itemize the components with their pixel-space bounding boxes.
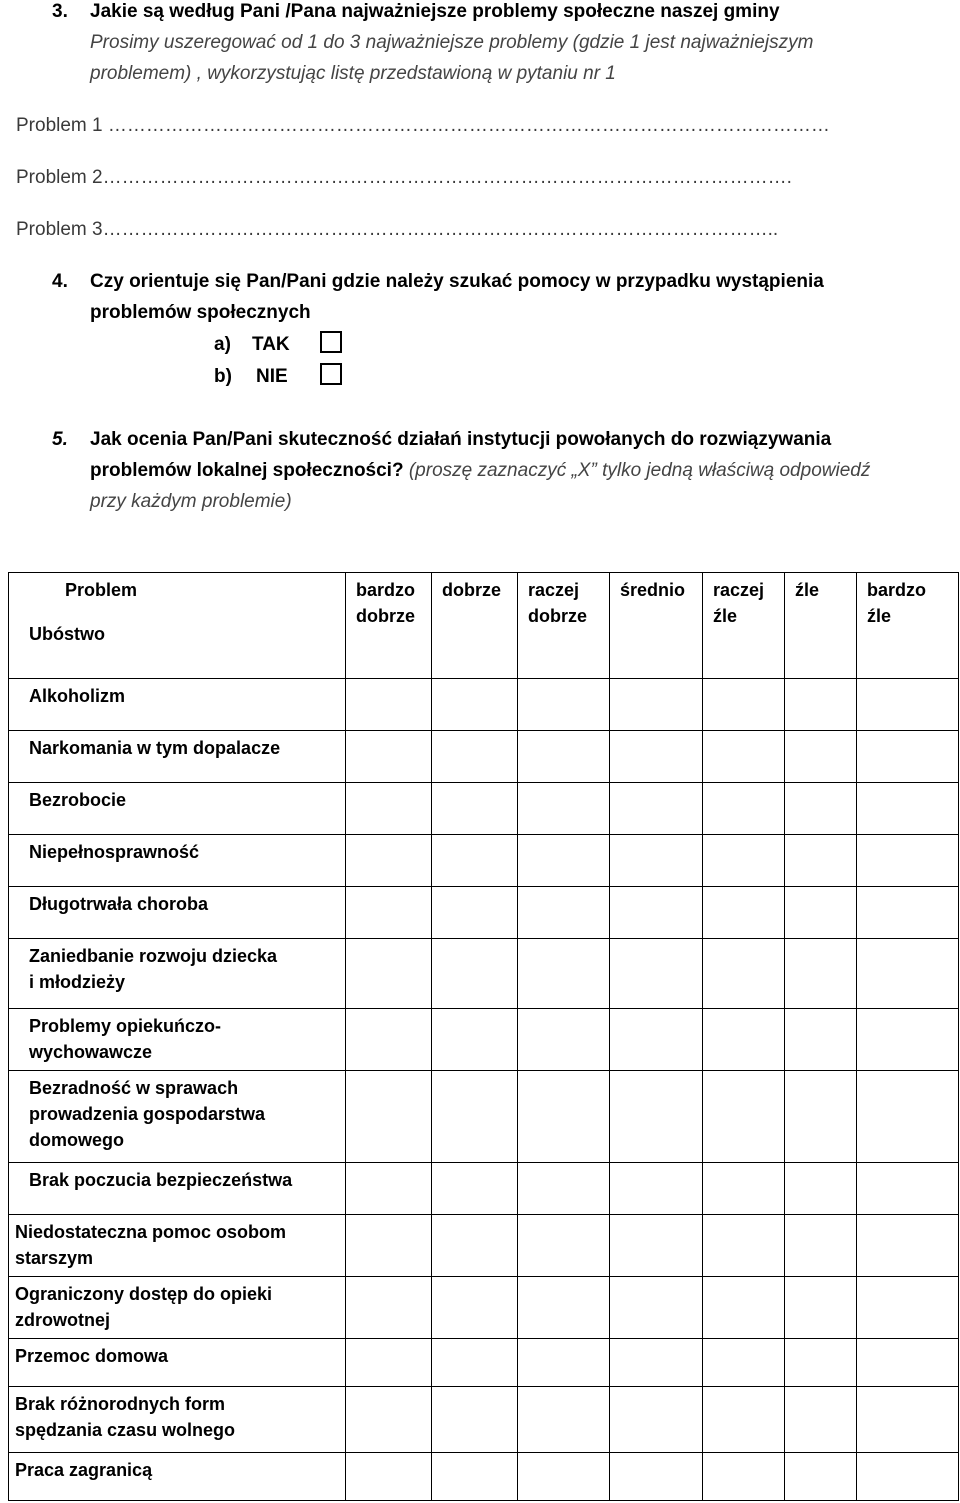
rating-cell[interactable] bbox=[518, 1453, 610, 1501]
nie-checkbox[interactable] bbox=[320, 363, 342, 385]
rating-cell[interactable] bbox=[857, 939, 959, 1009]
header-problem-cell bbox=[9, 573, 346, 679]
rating-cell[interactable] bbox=[785, 783, 857, 835]
rating-cell[interactable] bbox=[518, 679, 610, 731]
header-raczej-zle bbox=[703, 573, 785, 679]
rating-cell[interactable] bbox=[610, 731, 703, 783]
rating-cell[interactable] bbox=[610, 835, 703, 887]
rating-cell[interactable] bbox=[703, 783, 785, 835]
rating-cell[interactable] bbox=[610, 1453, 703, 1501]
rating-cell[interactable] bbox=[857, 679, 959, 731]
rating-cell[interactable] bbox=[346, 939, 432, 1009]
q5-title-line3: przy każdym problemie) bbox=[90, 491, 292, 512]
header-col5-line2: źle bbox=[713, 606, 738, 626]
q5-title-text: Jak ocenia Pan/Pani skuteczność działań instytucji powołanych do rozwiązywania bbox=[90, 429, 832, 450]
row-label: Alkoholizm bbox=[9, 679, 346, 731]
q5-title-line2-italic: (proszę zaznaczyć „X” tylko jedną właściwą odpowiedź bbox=[403, 460, 871, 481]
header-srednio bbox=[610, 573, 703, 679]
rating-cell[interactable] bbox=[785, 887, 857, 939]
q4-option-b-letter: b) bbox=[214, 366, 232, 387]
rating-cell[interactable] bbox=[518, 1009, 610, 1071]
table-row bbox=[9, 1071, 959, 1163]
rating-cell[interactable] bbox=[785, 1009, 857, 1071]
q4-option-a bbox=[214, 333, 290, 357]
tak-checkbox[interactable] bbox=[320, 331, 342, 353]
rating-cell[interactable] bbox=[346, 1215, 432, 1277]
row-label: Ograniczony dostęp do opieki zdrowotnej bbox=[9, 1277, 346, 1339]
rating-cell[interactable] bbox=[785, 939, 857, 1009]
header-bardzo-dobrze bbox=[346, 573, 432, 679]
rating-cell[interactable] bbox=[518, 1277, 610, 1339]
rating-cell[interactable] bbox=[432, 887, 518, 939]
rating-cell[interactable] bbox=[518, 939, 610, 1009]
header-col1-line2: dobrze bbox=[356, 606, 416, 626]
rating-cell[interactable] bbox=[857, 1009, 959, 1071]
rating-cell[interactable] bbox=[432, 783, 518, 835]
rating-cell[interactable] bbox=[703, 1277, 785, 1339]
rating-cell[interactable] bbox=[703, 1453, 785, 1501]
table-row bbox=[9, 1387, 959, 1453]
table-row bbox=[9, 939, 959, 1009]
q5-number: 5. bbox=[52, 429, 68, 450]
row-label: Brak różnorodnych form spędzania czasu wolnego bbox=[9, 1387, 346, 1453]
rating-cell[interactable] bbox=[857, 1277, 959, 1339]
rating-cell[interactable] bbox=[518, 1215, 610, 1277]
header-col6-line1: źle bbox=[795, 580, 820, 600]
rating-cell[interactable] bbox=[610, 1339, 703, 1387]
header-col3-line2: dobrze bbox=[528, 606, 588, 626]
table-header-row bbox=[9, 573, 959, 679]
table-row bbox=[9, 1009, 959, 1071]
rating-cell[interactable] bbox=[703, 1339, 785, 1387]
rating-cell[interactable] bbox=[703, 1215, 785, 1277]
rating-cell[interactable] bbox=[610, 679, 703, 731]
rating-cell[interactable] bbox=[432, 1339, 518, 1387]
rating-cell[interactable] bbox=[857, 1163, 959, 1215]
rating-cell[interactable] bbox=[346, 783, 432, 835]
rating-cell[interactable] bbox=[610, 783, 703, 835]
row-label: Brak poczucia bezpieczeństwa bbox=[9, 1163, 346, 1215]
rating-cell[interactable] bbox=[857, 1071, 959, 1163]
row-label: Problemy opiekuńczo- wychowawcze bbox=[9, 1009, 346, 1071]
rating-cell[interactable] bbox=[346, 1453, 432, 1501]
rating-cell[interactable] bbox=[785, 1453, 857, 1501]
rating-cell[interactable] bbox=[518, 1387, 610, 1453]
problem-1-line[interactable]: Problem 1 …………………………………………………………………………………………………… bbox=[16, 115, 830, 136]
row-label: Zaniedbanie rozwoju dziecka i młodzieży bbox=[9, 939, 346, 1009]
header-zle bbox=[785, 573, 857, 679]
rating-cell[interactable] bbox=[432, 1215, 518, 1277]
q4-number: 4. bbox=[52, 271, 68, 292]
q3-title bbox=[52, 0, 780, 24]
rating-cell[interactable] bbox=[432, 939, 518, 1009]
table-row bbox=[9, 783, 959, 835]
row-label: Przemoc domowa bbox=[9, 1339, 346, 1387]
q4-option-b bbox=[214, 365, 288, 389]
rating-cell[interactable] bbox=[518, 1071, 610, 1163]
q5-title bbox=[52, 428, 831, 452]
row-label: Niepełnosprawność bbox=[9, 835, 346, 887]
rating-cell[interactable] bbox=[857, 1215, 959, 1277]
rating-cell[interactable] bbox=[432, 1009, 518, 1071]
header-col3-line1: raczej bbox=[528, 580, 580, 600]
q3-title-text: Jakie są według Pani /Pana najważniejsze problemy społeczne naszej gminy bbox=[90, 1, 780, 22]
rating-cell[interactable] bbox=[432, 679, 518, 731]
row-label-ubostwo: Ubóstwo bbox=[29, 624, 105, 644]
q4-option-b-label: NIE bbox=[256, 366, 288, 387]
table-row bbox=[9, 835, 959, 887]
header-col4-line1: średnio bbox=[620, 580, 686, 600]
rating-cell[interactable] bbox=[703, 835, 785, 887]
header-raczej-dobrze bbox=[518, 573, 610, 679]
rating-cell[interactable] bbox=[346, 1009, 432, 1071]
rating-cell[interactable] bbox=[346, 679, 432, 731]
rating-cell[interactable] bbox=[432, 1163, 518, 1215]
rating-cell[interactable] bbox=[518, 1339, 610, 1387]
rating-cell[interactable] bbox=[703, 731, 785, 783]
rating-cell[interactable] bbox=[703, 939, 785, 1009]
rating-cell[interactable] bbox=[857, 731, 959, 783]
rating-cell[interactable] bbox=[857, 1339, 959, 1387]
rating-cell[interactable] bbox=[346, 1071, 432, 1163]
rating-cell[interactable] bbox=[703, 1387, 785, 1453]
header-col7-line2: źle bbox=[867, 606, 892, 626]
rating-cell[interactable] bbox=[346, 1387, 432, 1453]
row-label: Bezrobocie bbox=[9, 783, 346, 835]
q3-instruction-line2: problemem) , wykorzystując listę przedstawioną w pytaniu nr 1 bbox=[90, 63, 616, 84]
rating-cell[interactable] bbox=[518, 1163, 610, 1215]
q4-title-text: Czy orientuje się Pan/Pani gdzie należy szukać pomocy w przypadku wystąpienia bbox=[90, 271, 824, 292]
rating-cell[interactable] bbox=[346, 835, 432, 887]
rating-cell[interactable] bbox=[785, 679, 857, 731]
rating-cell[interactable] bbox=[432, 731, 518, 783]
rating-cell[interactable] bbox=[857, 1453, 959, 1501]
header-dobrze bbox=[432, 573, 518, 679]
rating-cell[interactable] bbox=[703, 1009, 785, 1071]
rating-cell[interactable] bbox=[432, 835, 518, 887]
rating-table bbox=[8, 572, 959, 1501]
rating-cell[interactable] bbox=[857, 835, 959, 887]
rating-cell[interactable] bbox=[346, 887, 432, 939]
header-col5-line1: raczej bbox=[713, 580, 765, 600]
rating-cell[interactable] bbox=[785, 1215, 857, 1277]
rating-cell[interactable] bbox=[703, 887, 785, 939]
rating-cell[interactable] bbox=[785, 835, 857, 887]
rating-cell[interactable] bbox=[518, 887, 610, 939]
rating-cell[interactable] bbox=[857, 887, 959, 939]
table-row bbox=[9, 1453, 959, 1501]
table-row bbox=[9, 1277, 959, 1339]
rating-cell[interactable] bbox=[518, 731, 610, 783]
q5-title-line2 bbox=[90, 459, 870, 483]
row-label: Bezradność w sprawach prowadzenia gospodarstwa domowego bbox=[9, 1071, 346, 1163]
header-bardzo-zle bbox=[857, 573, 959, 679]
rating-cell[interactable] bbox=[785, 1387, 857, 1453]
row-label: Długotrwała choroba bbox=[9, 887, 346, 939]
rating-cell[interactable] bbox=[346, 1339, 432, 1387]
problem-3-line[interactable]: Problem 3…………………………………………………………………………………………….. bbox=[16, 219, 779, 240]
row-label: Narkomania w tym dopalacze bbox=[9, 731, 346, 783]
rating-cell[interactable] bbox=[432, 1387, 518, 1453]
problem-2-line[interactable]: Problem 2………………………………………………………………………………………………. bbox=[16, 167, 792, 188]
rating-cell[interactable] bbox=[610, 1215, 703, 1277]
q4-option-a-label: TAK bbox=[252, 334, 290, 355]
rating-cell[interactable] bbox=[346, 1277, 432, 1339]
rating-cell[interactable] bbox=[785, 1071, 857, 1163]
header-col2-line1: dobrze bbox=[442, 580, 502, 600]
q5-title-line2-bold: problemów lokalnej społeczności? bbox=[90, 460, 404, 481]
rating-cell[interactable] bbox=[518, 835, 610, 887]
table-row bbox=[9, 731, 959, 783]
table-row bbox=[9, 1163, 959, 1215]
rating-cell[interactable] bbox=[703, 1163, 785, 1215]
q4-title bbox=[52, 270, 824, 294]
header-problem-label: Problem bbox=[65, 580, 138, 600]
row-label: Praca zagranicą bbox=[9, 1453, 346, 1501]
rating-cell[interactable] bbox=[785, 731, 857, 783]
rating-cell[interactable] bbox=[785, 1277, 857, 1339]
rating-cell[interactable] bbox=[432, 1277, 518, 1339]
rating-cell[interactable] bbox=[610, 1071, 703, 1163]
rating-cell[interactable] bbox=[785, 1339, 857, 1387]
rating-cell[interactable] bbox=[346, 1163, 432, 1215]
table-row bbox=[9, 1339, 959, 1387]
rating-cell[interactable] bbox=[610, 887, 703, 939]
rating-cell[interactable] bbox=[432, 1453, 518, 1501]
q3-instruction-line1: Prosimy uszeregować od 1 do 3 najważniejsze problemy (gdzie 1 jest najważniejszym bbox=[90, 32, 814, 53]
rating-cell[interactable] bbox=[346, 731, 432, 783]
rating-cell[interactable] bbox=[857, 783, 959, 835]
table-row bbox=[9, 679, 959, 731]
table-row bbox=[9, 1215, 959, 1277]
rating-cell[interactable] bbox=[610, 1387, 703, 1453]
rating-cell[interactable] bbox=[432, 1071, 518, 1163]
q4-title-line2: problemów społecznych bbox=[90, 302, 311, 323]
table-row bbox=[9, 887, 959, 939]
rating-cell[interactable] bbox=[857, 1387, 959, 1453]
rating-cell[interactable] bbox=[703, 1071, 785, 1163]
rating-cell[interactable] bbox=[703, 679, 785, 731]
rating-cell[interactable] bbox=[785, 1163, 857, 1215]
rating-cell[interactable] bbox=[610, 1277, 703, 1339]
header-col7-line1: bardzo bbox=[867, 580, 927, 600]
q3-number: 3. bbox=[52, 1, 68, 22]
rating-cell[interactable] bbox=[518, 783, 610, 835]
header-col1-line1: bardzo bbox=[356, 580, 416, 600]
rating-cell[interactable] bbox=[610, 1009, 703, 1071]
q4-option-a-letter: a) bbox=[214, 334, 231, 355]
row-label: Niedostateczna pomoc osobom starszym bbox=[9, 1215, 346, 1277]
rating-cell[interactable] bbox=[610, 1163, 703, 1215]
rating-cell[interactable] bbox=[610, 939, 703, 1009]
